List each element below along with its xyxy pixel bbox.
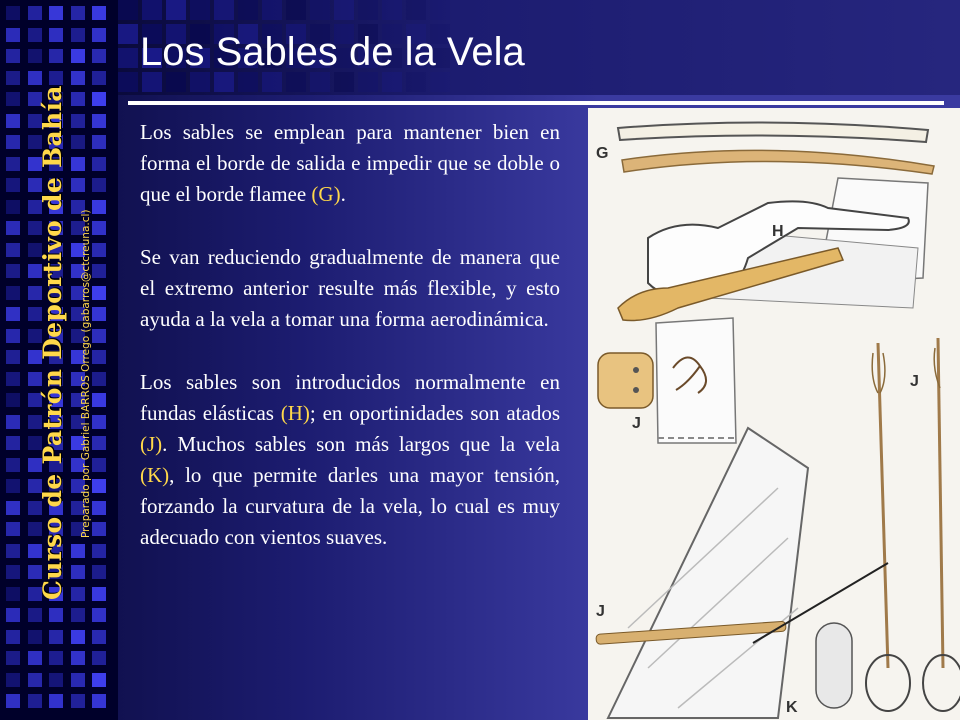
pattern-square [92,178,106,192]
pattern-square [71,178,85,192]
batten-g-wood [622,150,934,174]
pattern-square [6,71,20,85]
band-square [334,0,354,20]
pattern-square [28,630,42,644]
pattern-square [71,28,85,42]
pattern-square [6,350,20,364]
pattern-square [92,221,106,235]
label-j2: J [910,373,919,390]
pattern-square [6,522,20,536]
p3-text-a: Los sables son introducidos normalmente en fundas elásticas [140,370,560,425]
band-square [310,0,330,20]
pattern-square [92,630,106,644]
band-square [334,72,354,92]
pattern-square [6,6,20,20]
sail-pocket-j [656,318,736,443]
pattern-square [92,71,106,85]
pattern-square [92,694,106,708]
pattern-square [6,501,20,515]
pattern-square [49,6,63,20]
pattern-square [28,651,42,665]
pattern-square [92,587,106,601]
band-square [382,0,402,20]
band-square [214,0,234,20]
label-j3: J [596,603,605,620]
sail-body [608,428,808,718]
band-square [310,72,330,92]
pattern-square [92,243,106,257]
p3-text-d: , lo que permite darles una mayor tensión, forzando la curvatura de la vela, lo cual es muy adecuado con vientos suaves. [140,463,560,549]
label-g: G [596,145,609,162]
band-square [430,72,450,92]
band-square [142,0,162,20]
pattern-square [71,6,85,20]
pattern-square [6,114,20,128]
band-square [406,0,426,20]
batten-end-j [598,353,653,408]
band-square [118,72,138,92]
pattern-square [6,243,20,257]
pattern-square [71,587,85,601]
pattern-square [71,114,85,128]
pattern-square [92,458,106,472]
band-square [262,72,282,92]
pattern-square [92,6,106,20]
pattern-square [6,92,20,106]
slide-title: Los Sables de la Vela [140,30,525,74]
pattern-square [6,329,20,343]
pattern-square [6,286,20,300]
pattern-square [71,157,85,171]
pattern-square [92,565,106,579]
pattern-square [92,329,106,343]
pattern-square [6,178,20,192]
pattern-square [49,608,63,622]
body-text [140,117,560,585]
pattern-square [71,694,85,708]
paragraph-1 [140,117,560,210]
pattern-square [28,49,42,63]
ref-j: (J) [140,432,163,456]
pattern-square [71,673,85,687]
pattern-square [6,372,20,386]
pattern-square [92,673,106,687]
batten-tied-1 [878,343,888,668]
course-title: Curso de Patrón Deportivo de Bahía [38,85,67,600]
pattern-square [92,286,106,300]
pattern-square [92,49,106,63]
pattern-square [92,135,106,149]
band-square [406,72,426,92]
pattern-square [49,630,63,644]
label-h: H [772,223,784,240]
pattern-square [49,28,63,42]
pattern-square [28,6,42,20]
pattern-square [71,608,85,622]
pattern-square [92,200,106,214]
label-k: K [786,699,798,716]
batten-illustration [588,108,960,720]
ref-h: (H) [280,401,310,425]
pattern-square [49,49,63,63]
batten-clip [816,623,852,708]
pattern-square [71,71,85,85]
pattern-square [71,630,85,644]
band-square [166,72,186,92]
pattern-square [49,651,63,665]
band-square [118,48,138,68]
band-square [430,0,450,20]
pattern-square [28,28,42,42]
pattern-square [6,221,20,235]
pattern-square [92,264,106,278]
paragraph-2: Se van reduciendo gradualmente de manera que el extremo anterior resulte más flexible, y esto ayuda a la vela a tomar una forma aerodinámica. [140,245,560,331]
band-square [358,72,378,92]
pattern-square [92,436,106,450]
pattern-square [6,393,20,407]
title-underline [128,101,944,105]
pattern-square [71,651,85,665]
band-square [214,72,234,92]
pattern-square [92,92,106,106]
pattern-square [28,694,42,708]
sidebar [0,0,118,720]
band-square [190,0,210,20]
pattern-square [6,415,20,429]
author-credit: Preparado por Gabriel BARROS Orrego (gabarros@ctcreuna.cl) [80,209,92,538]
pattern-square [92,372,106,386]
pattern-square [49,71,63,85]
pattern-square [6,587,20,601]
pattern-square [71,544,85,558]
p3-text-b: ; en oportinidades son atados [309,401,560,425]
pattern-square [92,544,106,558]
band-square [118,0,138,20]
pattern-square [92,307,106,321]
pattern-square [71,135,85,149]
label-j1: J [632,415,641,432]
band-square [286,0,306,20]
p1-text: Los sables se emplean para mantener bien en forma el borde de salida e impedir que se doble o que el borde flamee [140,120,560,206]
pattern-square [28,608,42,622]
pattern-square [6,49,20,63]
pattern-square [6,565,20,579]
pattern-square [92,28,106,42]
band-square [238,0,258,20]
band-square [382,72,402,92]
pattern-square [92,415,106,429]
pattern-square [6,307,20,321]
pattern-square [6,544,20,558]
pattern-square [6,651,20,665]
band-square [190,72,210,92]
pattern-square [6,673,20,687]
band-square [166,0,186,20]
pattern-square [6,436,20,450]
pattern-square [6,135,20,149]
band-square [118,24,138,44]
pattern-square [92,608,106,622]
p1-end: . [340,182,346,206]
pattern-square [6,264,20,278]
band-square [262,0,282,20]
pattern-square [92,479,106,493]
paragraph-3 [140,367,560,553]
pattern-square [6,458,20,472]
batten-g-outline [618,122,928,142]
pattern-square [92,651,106,665]
pattern-square [92,393,106,407]
band-square [286,72,306,92]
pattern-square [49,673,63,687]
pattern-square [6,694,20,708]
pattern-square [6,28,20,42]
band-square [142,72,162,92]
pattern-square [6,479,20,493]
pattern-square [28,71,42,85]
pattern-square [28,673,42,687]
pattern-square [92,501,106,515]
pattern-square [49,694,63,708]
pattern-square [6,630,20,644]
pattern-square [92,350,106,364]
pattern-square [71,49,85,63]
batten-drawing [588,108,960,720]
pattern-square [6,157,20,171]
pattern-square [92,157,106,171]
pattern-square [6,608,20,622]
pattern-square [6,200,20,214]
ref-k: (K) [140,463,170,487]
band-square [238,72,258,92]
ref-g: (G) [311,182,341,206]
pattern-square [71,92,85,106]
p3-text-c: . Muchos sables son más largos que la vela [162,432,560,456]
pattern-square [92,114,106,128]
band-square [358,0,378,20]
pattern-square [71,565,85,579]
pattern-square [92,522,106,536]
